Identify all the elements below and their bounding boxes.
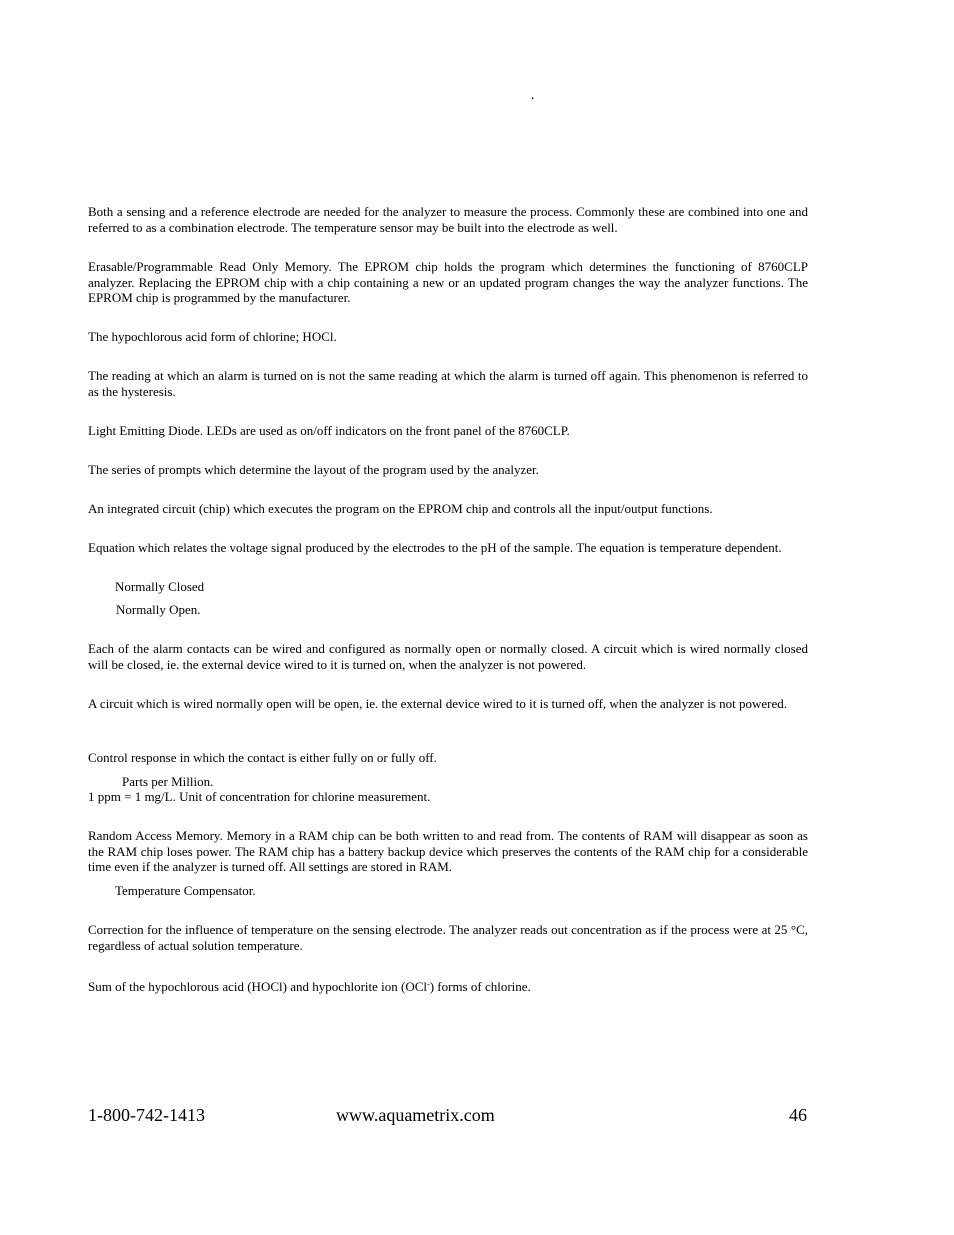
definition-microprocessor: An integrated circuit (chip) which executes the program on the EPROM chip and controls all the input/output functions. xyxy=(88,501,713,516)
footer-website: www.aquametrix.com xyxy=(336,1105,495,1125)
abbreviation-nc: Normally Closed xyxy=(115,579,205,594)
definition-menu: The series of prompts which determine the layout of the program used by the analyzer. xyxy=(88,462,539,477)
total-chlorine-text-end: ) forms of chlorine. xyxy=(429,979,531,994)
definition-temperature-compensation: Correction for the influence of temperature on the sensing electrode. The analyzer reads out concentration as if the process were at 25 °C, regardless of actual solution temperature. xyxy=(88,922,808,953)
definition-normally-open: A circuit which is wired normally open will be open, ie. the external device wired to it is turned off, when the analyzer is not powered. xyxy=(88,696,788,711)
abbreviation-no: Normally Open. xyxy=(116,602,201,617)
definition-hysteresis: The reading at which an alarm is turned on is not the same reading at which the alarm is turned off again. This phenomenon is referred to as the hysteresis. xyxy=(88,368,808,399)
definition-nernst: Equation which relates the voltage signal produced by the electrodes to the pH of the sample. The equation is temperature dependent. xyxy=(88,540,782,555)
header-dot: . xyxy=(531,88,535,103)
definition-normally-closed: Each of the alarm contacts can be wired and configured as normally open or normally closed. A circuit which is wired normally closed will be closed, ie. the external device wired to it is turned on, when the analyzer is not powered. xyxy=(88,641,808,672)
definition-total-chlorine xyxy=(88,977,808,995)
definition-combination-electrode: Both a sensing and a reference electrode are needed for the analyzer to measure the process. Commonly these are combined into one and referred to as a combination electrode. The temperature sensor may be built into the electrode as well. xyxy=(88,204,808,235)
page-number: 46 xyxy=(789,1105,807,1125)
abbreviation-ppm: Parts per Million. xyxy=(122,774,214,789)
abbreviation-tc: Temperature Compensator. xyxy=(115,883,256,898)
definition-ppm: 1 ppm = 1 mg/L. Unit of concentration for chlorine measurement. xyxy=(88,789,431,804)
definition-eprom: Erasable/Programmable Read Only Memory. The EPROM chip holds the program which determines the functioning of 8760CLP analyzer. Replacing the EPROM chip with a chip containing a new or an updated program changes the way the analyzer functions. The EPROM chip is programmed by the manufacturer. xyxy=(88,259,808,305)
definition-on-off-control: Control response in which the contact is either fully on or fully off. xyxy=(88,750,437,765)
definition-free-chlorine: The hypochlorous acid form of chlorine; HOCl. xyxy=(88,329,337,344)
definition-ram: Random Access Memory. Memory in a RAM chip can be both written to and read from. The contents of RAM will disappear as soon as the RAM chip loses power. The RAM chip has a battery backup device which preserves the contents of the RAM chip for a considerable time even if the analyzer is turned off. All settings are stored in RAM. xyxy=(88,828,808,874)
definition-led: Light Emitting Diode. LEDs are used as on/off indicators on the front panel of the 8760CLP. xyxy=(88,423,570,438)
hypochlorite-charge: - xyxy=(427,980,430,989)
total-chlorine-text-start: Sum of the hypochlorous acid (HOCl) and hypochlorite ion (OCl xyxy=(88,979,428,994)
footer-phone: 1-800-742-1413 xyxy=(88,1105,205,1125)
